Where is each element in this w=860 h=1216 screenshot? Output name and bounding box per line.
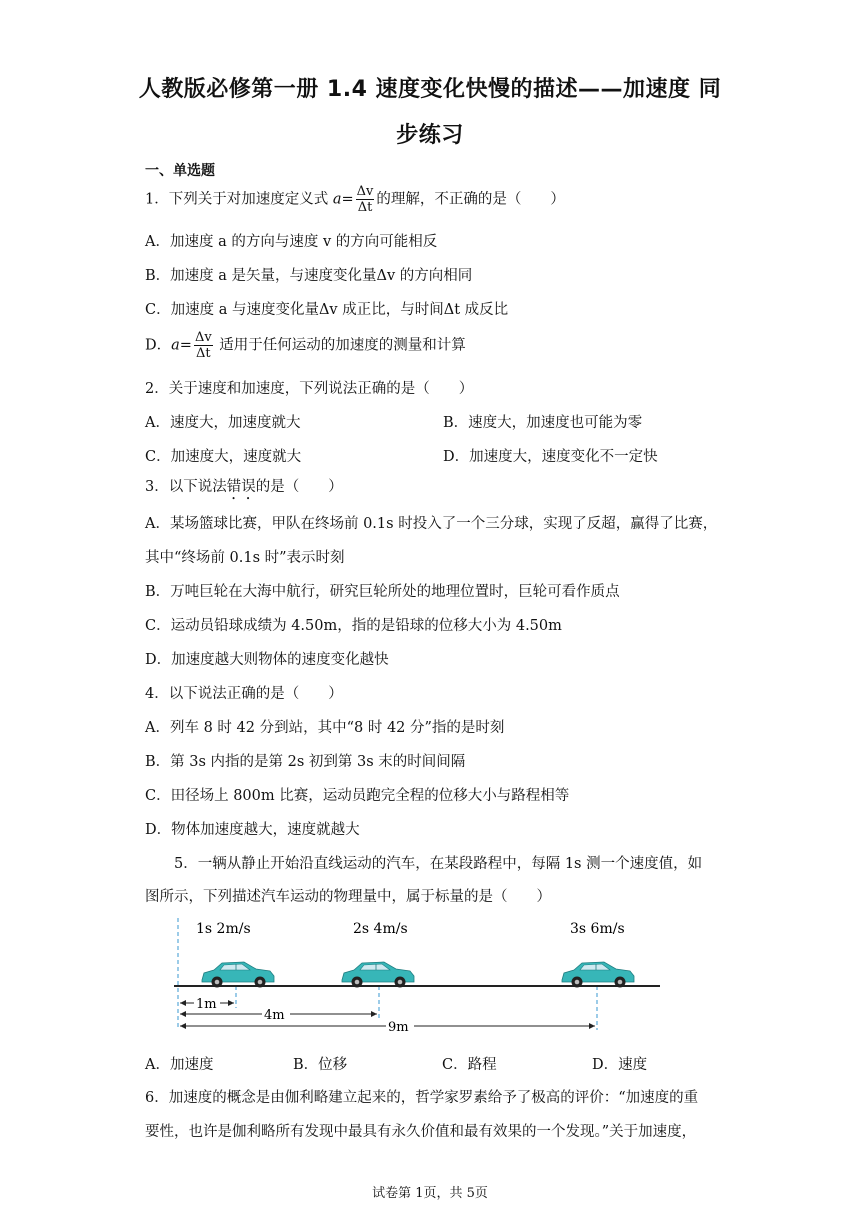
distance-label-1m: 1m	[196, 997, 217, 1012]
page-title: 人教版必修第一册 1.4 速度变化快慢的描述——加速度 同	[138, 77, 722, 102]
q5-option-d: D．速度	[592, 1057, 648, 1073]
q1-option-c: C．加速度 a 与速度变化量Δv 成正比，与时间Δt 成反比	[145, 302, 509, 318]
q4-option-b: B．第 3s 内指的是第 2s 初到第 3s 末的时间间隔	[145, 754, 466, 770]
q1-d-var-a: a	[171, 337, 180, 354]
q3-stem-text-2: 的是（ ）	[255, 479, 343, 495]
q1-d-frac-den: Δt	[196, 346, 211, 361]
q4-option-a: A．列车 8 时 42 分到站，其中“8 时 42 分”指的是时刻	[145, 720, 505, 736]
question-5-stem-line2: 图所示，下列描述汽车运动的物理量中，属于标量的是（ ）	[145, 889, 551, 905]
page-footer: 试卷第 1页，共 5页	[372, 1186, 488, 1201]
q1-var-a: a	[332, 191, 342, 208]
q1-frac-den: Δt	[357, 200, 373, 215]
q3-option-a-line1: A．某场篮球比赛，甲队在终场前 0.1s 时投入了一个三分球，实现了反超，赢得了比赛，	[145, 516, 718, 532]
q1-frac-num: Δv	[356, 184, 374, 199]
question-5-stem-line1: 5．一辆从静止开始沿直线运动的汽车，在某段路程中，每隔 1s 测一个速度值，如	[174, 856, 703, 872]
q5-option-c: C．路程	[442, 1057, 497, 1073]
q5-option-a: A．加速度	[145, 1057, 214, 1073]
q3-option-d: D．加速度越大则物体的速度变化越快	[145, 652, 389, 668]
q3-stem-text: 3．以下说法	[145, 479, 227, 495]
question-3-stem	[145, 475, 343, 503]
q1-option-d	[145, 330, 466, 361]
question-1-stem	[145, 184, 565, 215]
q1-fraction	[356, 184, 375, 215]
q4-option-d: D．物体加速度越大，速度就越大	[145, 822, 360, 838]
q2-option-c: C．加速度大，速度就大	[145, 449, 302, 465]
question-6-line2: 要性，也许是伽利略所有发现中最具有永久价值和最有效果的一个发现。”关于加速度，	[145, 1124, 697, 1140]
q1-stem-text-2: 的理解，不正确的是（ ）	[376, 191, 565, 208]
speed-label-1s: 1s 2m/s	[196, 921, 251, 937]
q1-d-text: 适用于任何运动的加速度的测量和计算	[219, 337, 466, 354]
q1-equals: =	[341, 191, 354, 208]
page-title-continued: 步练习	[396, 123, 464, 148]
section-heading: 一、单选题	[145, 163, 215, 179]
distance-label-4m: 4m	[264, 1008, 285, 1023]
q1-d-fraction	[194, 330, 213, 361]
q5-option-b: B．位移	[293, 1057, 348, 1073]
car-3-icon	[562, 962, 634, 988]
q3-option-c: C．运动员铅球成绩为 4.50m，指的是铅球的位移大小为 4.50m	[145, 618, 562, 634]
q2-option-d: D．加速度大，速度变化不一定快	[443, 449, 658, 465]
q1-option-a: A．加速度 a 的方向与速度 v 的方向可能相反	[145, 234, 438, 250]
q4-option-c: C．田径场上 800m 比赛，运动员跑完全程的位移大小与路程相等	[145, 788, 570, 804]
q1-stem-text: 1．下列关于对加速度定义式	[145, 191, 329, 208]
q1-d-equals: =	[179, 337, 192, 354]
speed-label-2s: 2s 4m/s	[353, 921, 408, 937]
distance-label-9m: 9m	[388, 1020, 409, 1035]
q3-emphasis-text: 错误	[226, 479, 256, 495]
q3-option-b: B．万吨巨轮在大海中航行，研究巨轮所处的地理位置时，巨轮可看作质点	[145, 584, 620, 600]
q1-option-b: B．加速度 a 是矢量，与速度变化量Δv 的方向相同	[145, 268, 473, 284]
q1-d-frac-num: Δv	[194, 330, 212, 345]
q2-option-a: A．速度大，加速度就大	[145, 415, 301, 431]
speed-label-3s: 3s 6m/s	[570, 921, 625, 937]
car-motion-figure	[160, 912, 670, 1040]
q2-option-b: B．速度大，加速度也可能为零	[443, 415, 643, 431]
car-2-icon	[342, 962, 414, 988]
q3-option-a-line2: 其中“终场前 0.1s 时”表示时刻	[145, 550, 345, 566]
car-1-icon	[202, 962, 274, 988]
q1-d-prefix: D．	[145, 337, 172, 354]
question-6-line1: 6．加速度的概念是由伽利略建立起来的，哲学家罗素给予了极高的评价：“加速度的重	[145, 1090, 699, 1106]
question-4-stem: 4．以下说法正确的是（ ）	[145, 686, 343, 702]
question-2-stem: 2．关于速度和加速度，下列说法正确的是（ ）	[145, 381, 474, 397]
